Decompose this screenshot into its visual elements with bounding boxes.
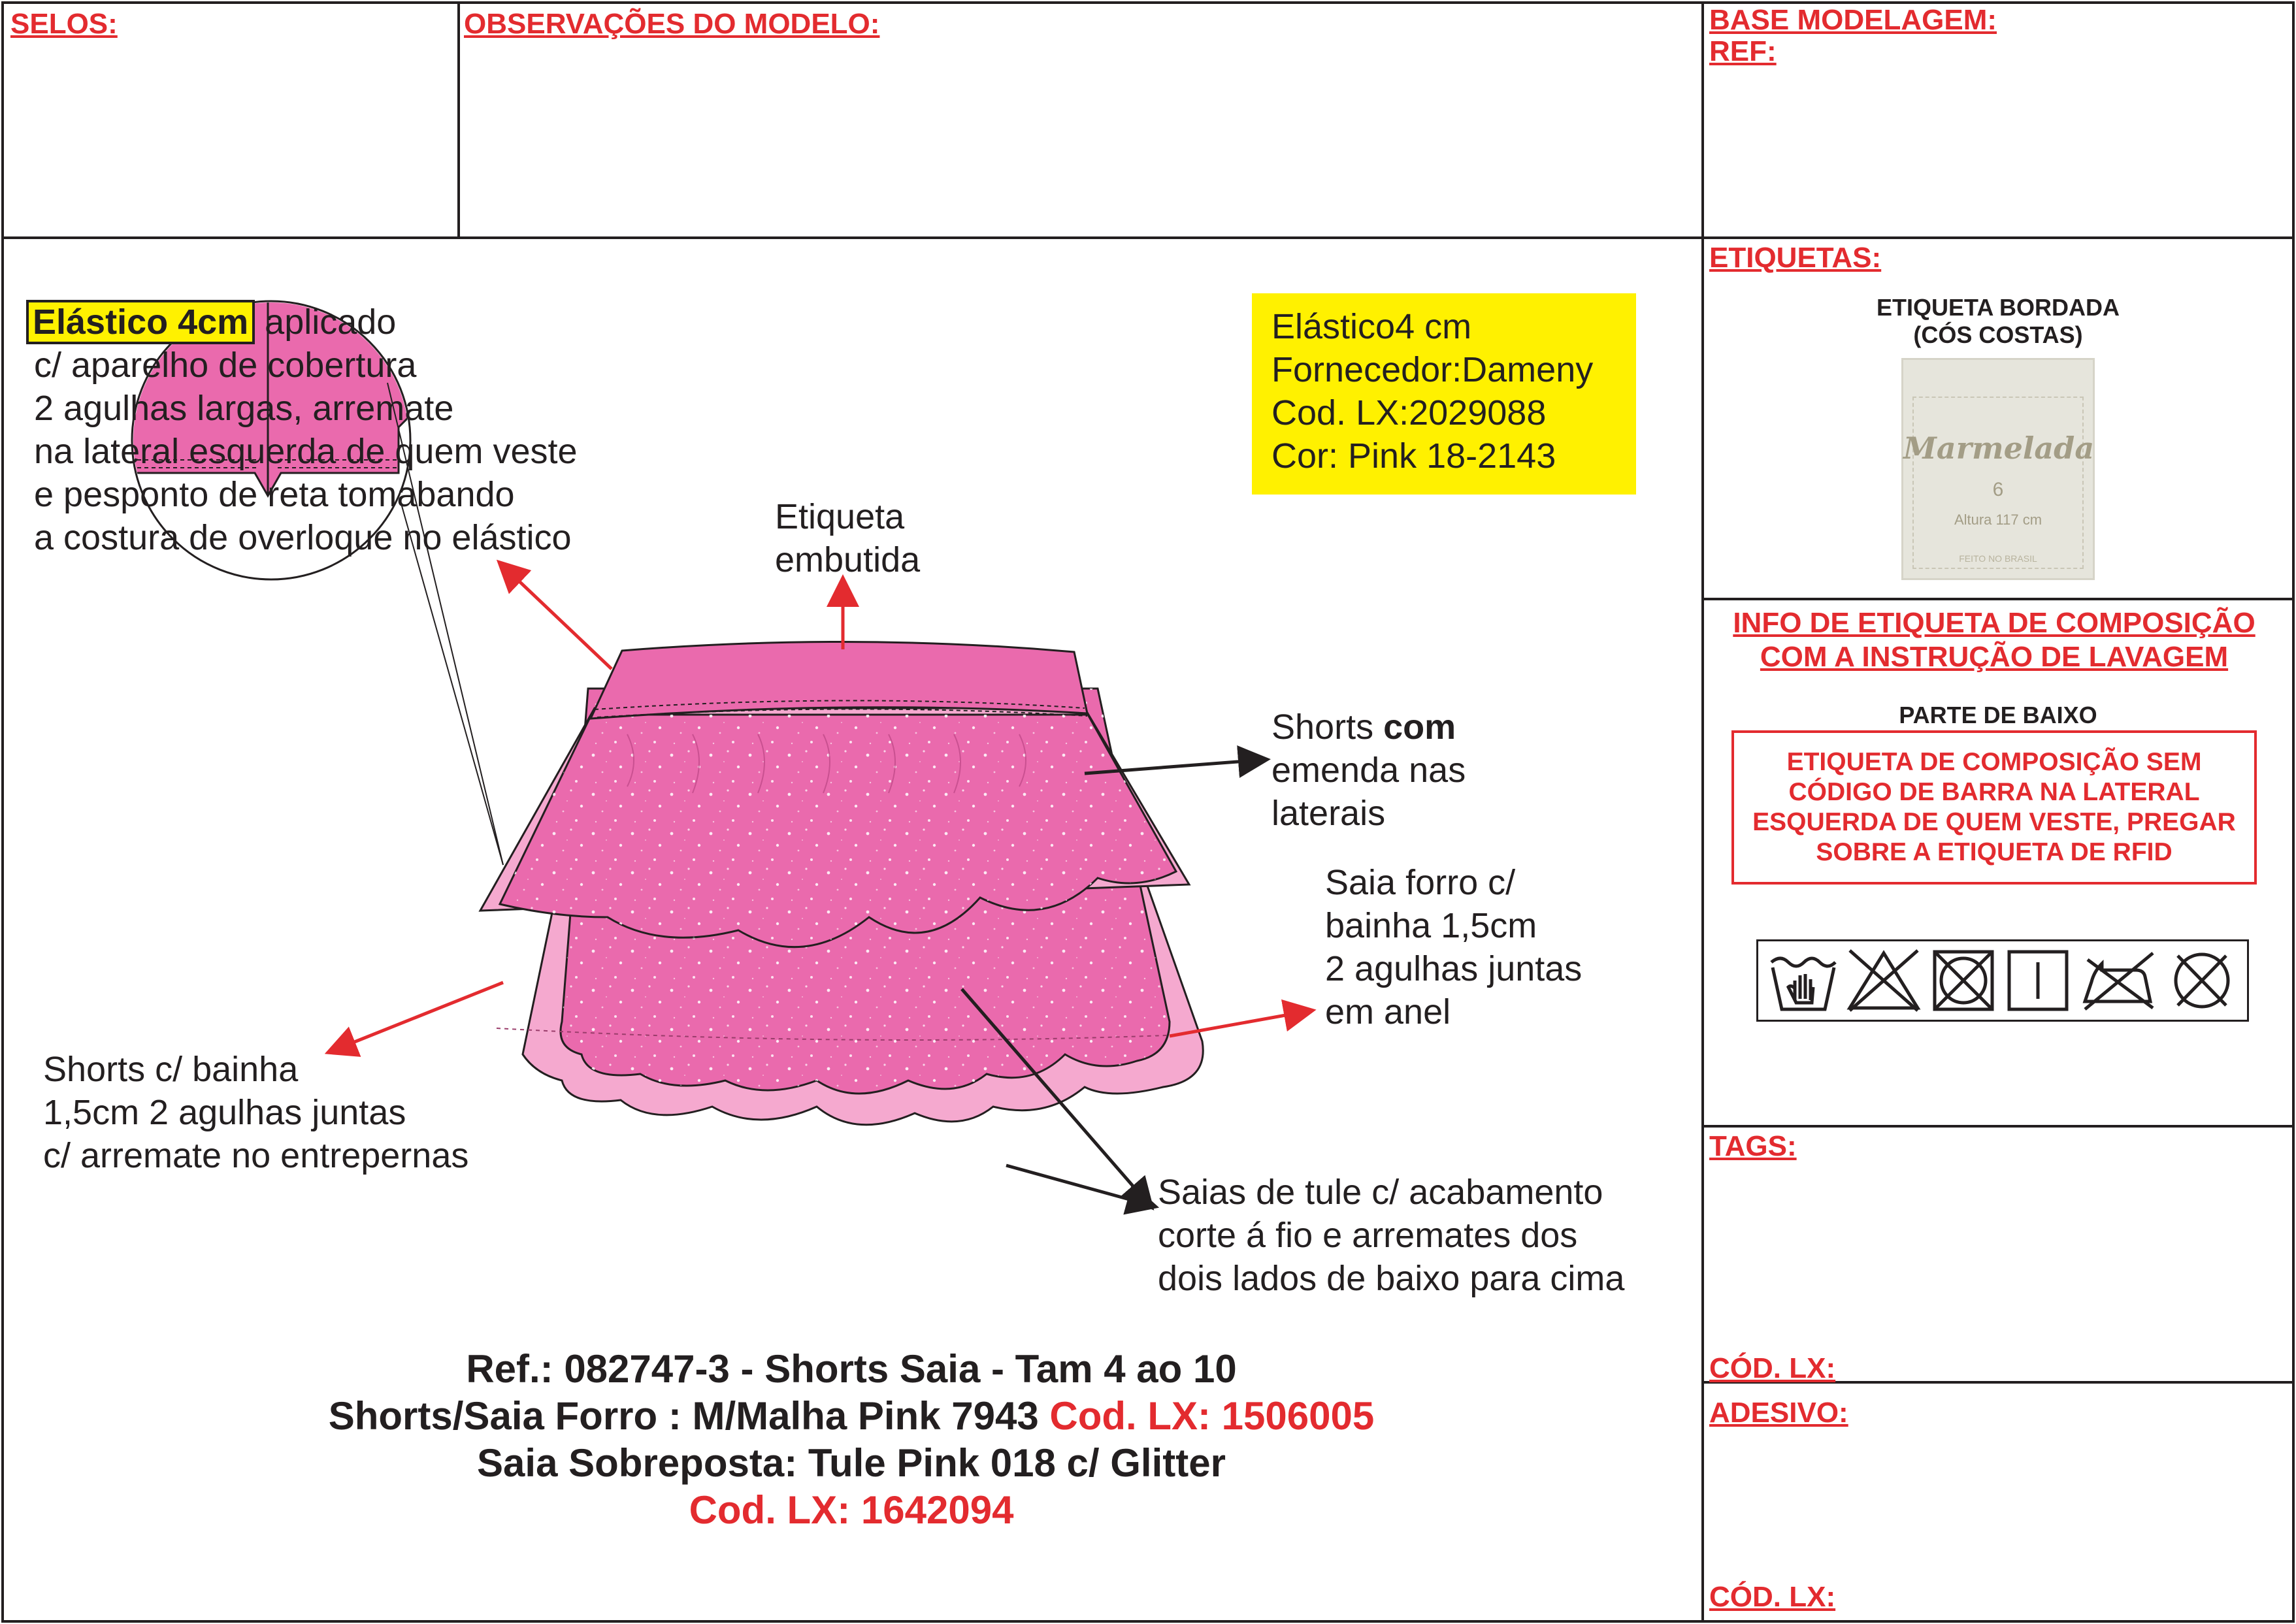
hand-wash-icon	[1767, 948, 1839, 1013]
waistband	[591, 641, 1087, 719]
label-size: 6	[1992, 479, 2004, 500]
no-tumble-dry-icon	[1929, 948, 1997, 1013]
summary-cod: Cod. LX: 1642094	[689, 1488, 1014, 1532]
base-modelagem-label: BASE MODELAGEM:	[1709, 4, 1997, 36]
elastic-spec-box: Elástico4 cm Fornecedor:Dameny Cod. LX:2029088 Cor: Pink 18-2143	[1252, 293, 1636, 495]
note-shorts-emenda: Shorts com emenda nas laterais	[1271, 707, 1466, 833]
note-elastic: Elástico 4cm aplicado c/ aparelho de cobertura 2 agulhas largas, arremate na lateral esquerda de quem veste e pesponto de reta tomabando a costura de overloque no elástico	[26, 300, 578, 559]
note-elastic-highlight: Elástico 4cm	[26, 300, 255, 344]
selos-label: SELOS:	[10, 8, 118, 40]
arrow-elastic	[508, 571, 612, 669]
note-saia-forro: Saia forro c/ bainha 1,5cm 2 agulhas juntas em anel	[1325, 863, 1583, 1031]
label-made-in: FEITO NO BRASIL	[1959, 553, 2037, 564]
arrow-tulle-2	[1006, 1165, 1143, 1203]
tags-label: TAGS:	[1709, 1130, 1797, 1162]
observacoes-label: OBSERVAÇÕES DO MODELO:	[464, 8, 880, 40]
note-etiqueta-embutida: Etiqueta embutida	[775, 497, 921, 579]
parte-de-baixo: PARTE DE BAIXO	[1899, 702, 2097, 728]
line-dry-icon	[2005, 948, 2071, 1013]
no-bleach-icon	[1845, 948, 1923, 1013]
woven-brand-label	[1901, 358, 2095, 580]
summary-ref: Ref.: 082747-3 - Shorts Saia - Tam 4 ao 10	[466, 1347, 1237, 1391]
note-shorts-bainha: Shorts c/ bainha 1,5cm 2 agulhas juntas c/ arremate no entrepernas	[43, 1050, 469, 1175]
note-saias-tule: Saias de tule c/ acabamento corte á fio e arremates dos dois lados de baixo para cima	[1158, 1173, 1625, 1298]
label-brand: Marmelada	[1903, 430, 2095, 466]
care-symbols	[1756, 939, 2249, 1022]
label-height: Altura 117 cm	[1954, 512, 2042, 528]
adesivo-label: ADESIVO:	[1709, 1397, 1848, 1429]
summary-forro: Shorts/Saia Forro : M/Malha Pink 7943 Cod. LX: 1506005	[328, 1394, 1375, 1438]
etiqueta-bordada-caption: ETIQUETA BORDADA (CÓS COSTAS)	[1877, 294, 2120, 348]
summary-block	[0, 1346, 1703, 1534]
composition-note-box: ETIQUETA DE COMPOSIÇÃO SEM CÓDIGO DE BARRA NA LATERAL ESQUERDA DE QUEM VESTE, PREGAR SOBRE A ETIQUETA DE RFID	[1731, 730, 2257, 885]
info-composition-title: INFO DE ETIQUETA DE COMPOSIÇÃO COM A INSTRUÇÃO DE LAVAGEM	[1733, 607, 2255, 673]
no-iron-icon	[2080, 948, 2158, 1013]
summary-sobreposta: Saia Sobreposta: Tule Pink 018 c/ Glitter	[477, 1441, 1226, 1485]
tags-cod-lx-label: CÓD. LX:	[1709, 1352, 1836, 1384]
arrow-shorts-bainha	[340, 983, 503, 1048]
ref-label: REF:	[1709, 35, 1777, 67]
no-dry-clean-icon	[2166, 948, 2238, 1013]
adesivo-cod-lx-label: CÓD. LX:	[1709, 1581, 1836, 1613]
etiquetas-label: ETIQUETAS:	[1709, 242, 1882, 274]
